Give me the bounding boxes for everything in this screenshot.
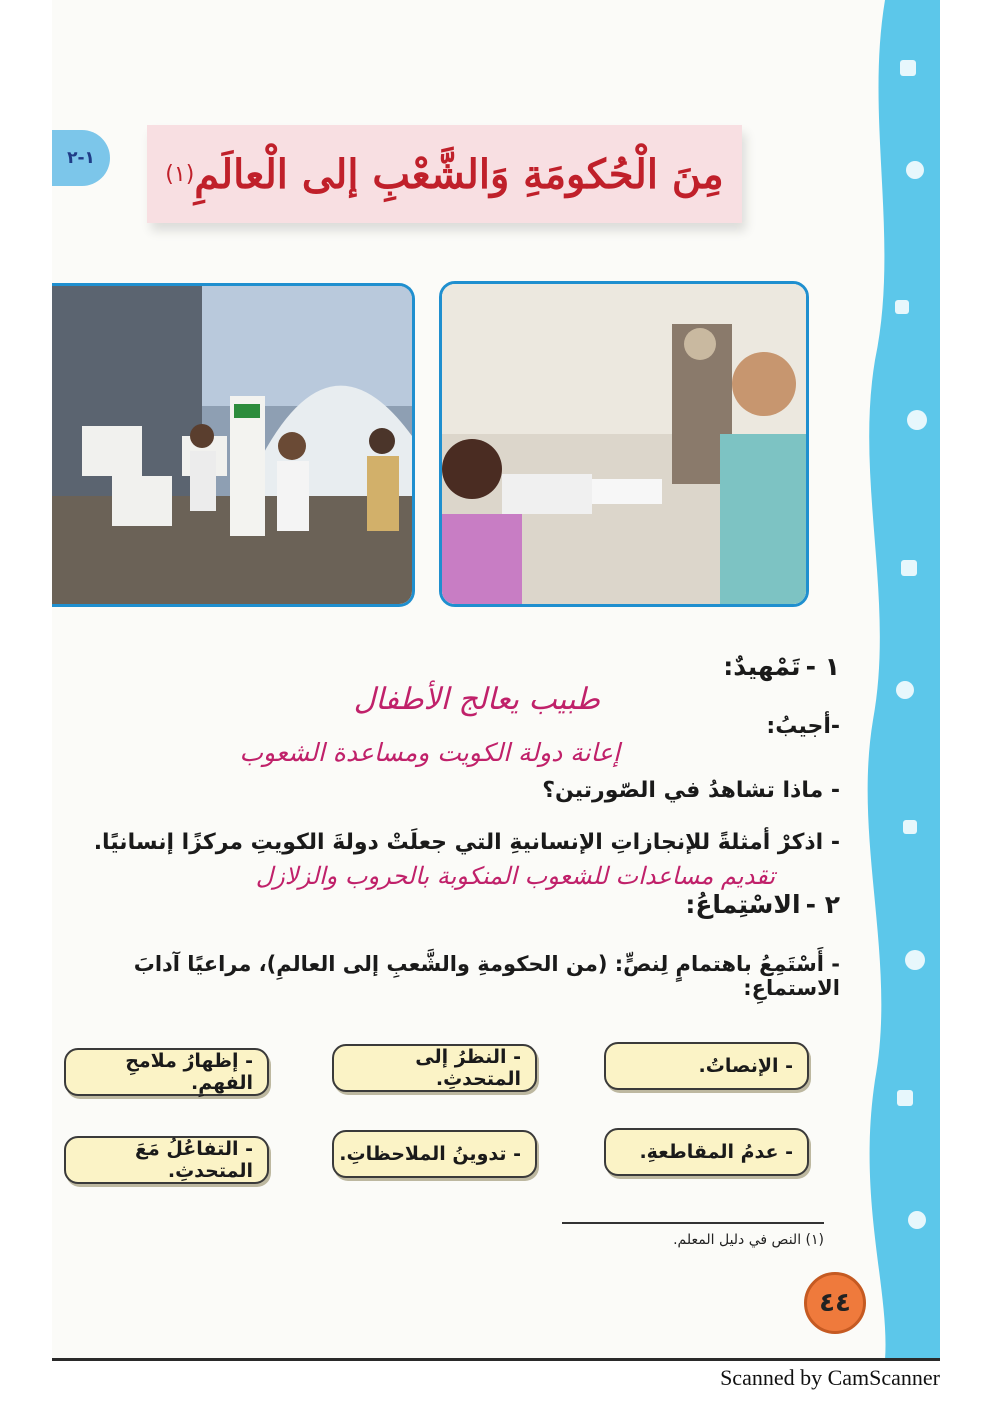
etiquette-card-no-interrupting: - عدمُ المقاطعةِ.: [604, 1128, 809, 1176]
section-2-title: الاسْتِماعُ:: [685, 890, 801, 919]
lesson-number-tag: ١-٢: [52, 130, 110, 186]
page-number-badge: ٤٤: [804, 1272, 866, 1334]
title-footnote-marker: (١): [165, 161, 195, 187]
section-1-number: ١ -: [805, 652, 840, 681]
etiquette-card-listening: - الإنصاتُ.: [604, 1042, 809, 1090]
footnote-rule: [562, 1222, 824, 1224]
lesson-title-box: [147, 125, 742, 223]
photo-aid-distribution: [52, 283, 415, 607]
page-bottom-edge: [52, 1358, 940, 1361]
handwritten-answer-1b: إعانة دولة الكويت ومساعدة الشعوب: [239, 738, 620, 767]
page-margin: [0, 0, 52, 1360]
section-1-heading: [723, 652, 840, 681]
footnote: (١) النص في دليل المعلم.: [673, 1232, 824, 1248]
handwritten-answer-1a: طبيب يعالج الأطفال: [353, 682, 600, 717]
etiquette-card-take-notes: - تدوينُ الملاحظاتِ.: [332, 1130, 537, 1178]
photo-doctor-examining-child: [439, 281, 809, 607]
handwritten-answer-2: تقديم مساعدات للشعوب المنكوبة بالحروب والزلازل: [255, 862, 775, 890]
listening-instruction: - أَسْتَمِعُ باهتمامٍ لِنصٍّ: (من الحكومةِ والشَّعبِ إلى العالمِ)، مراعيًا آدابَ الاستماعِ:: [133, 952, 840, 1000]
question-1: - ماذا تشاهدُ في الصّورتين؟: [542, 778, 840, 803]
section-2-number: ٢ -: [805, 890, 840, 919]
etiquette-card-show-understanding: - إظهارُ ملامحِ الفهمِ.: [64, 1048, 269, 1096]
section-1-title: تَمْهيدٌ:: [723, 652, 801, 681]
lesson-title: مِنَ الْحُكومَةِ وَالشَّعْبِ إلى الْعالَمِ: [194, 150, 724, 198]
section-2-heading: [685, 890, 840, 919]
textbook-page: [52, 0, 940, 1360]
question-2: - اذكرْ أمثلةً للإنجازاتِ الإنسانيةِ التي جعلَتْ دولةَ الكويتِ مركزًا إنسانيًا.: [93, 830, 840, 855]
decorative-wave-border: [845, 0, 940, 1360]
etiquette-card-interact-with-speaker: - التفاعُلُ مَعَ المتحدثِ.: [64, 1136, 269, 1184]
etiquette-card-look-at-speaker: - النظرُ إلى المتحدثِ.: [332, 1044, 537, 1092]
answer-prompt: -أجيبُ:: [766, 714, 840, 739]
scanner-watermark: Scanned by CamScanner: [720, 1365, 940, 1390]
